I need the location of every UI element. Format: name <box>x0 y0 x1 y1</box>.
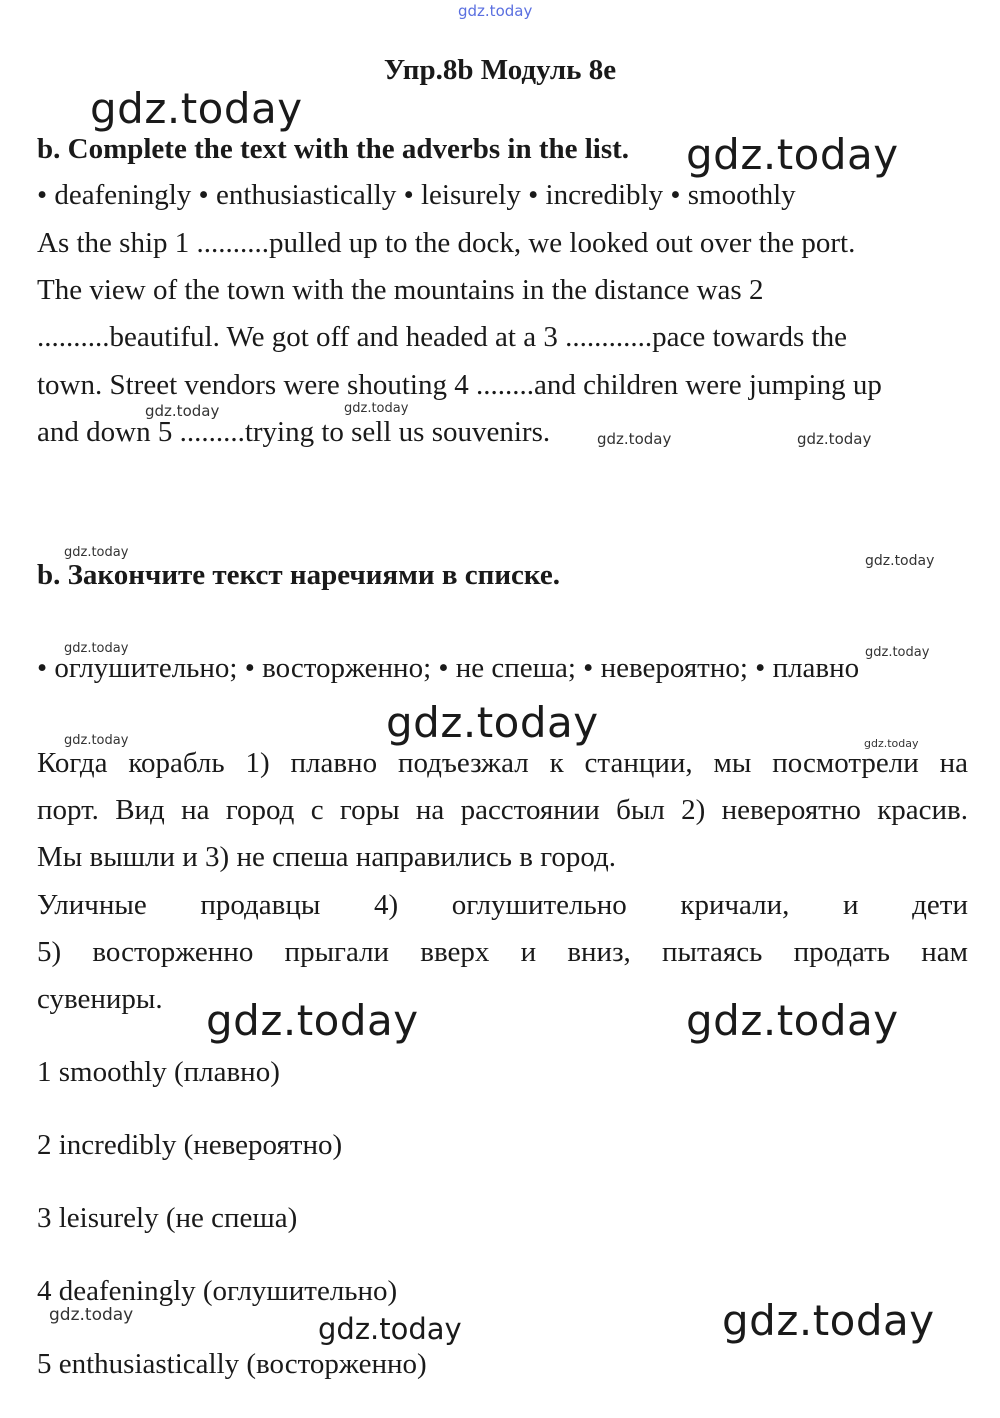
watermark: gdz.today <box>686 130 899 179</box>
watermark: gdz.today <box>64 545 129 560</box>
watermark: gdz.today <box>597 430 672 448</box>
watermark: gdz.today <box>865 645 930 660</box>
russian-text-line: 5) восторженно прыгали вверх и вниз, пытаясь продать нам <box>37 936 968 968</box>
page-title: Упр.8b Модуль 8e <box>383 54 617 86</box>
english-text-line: The view of the town with the mountains in the distance was 2 <box>37 274 764 306</box>
watermark: gdz.today <box>722 1296 935 1345</box>
watermark: gdz.today <box>344 401 409 416</box>
watermark: gdz.today <box>90 84 303 133</box>
answer-item: 1 smoothly (плавно) <box>37 1056 280 1088</box>
watermark: gdz.today <box>864 737 919 750</box>
russian-text-line: порт. Вид на город с горы на расстоянии был 2) невероятно красив. <box>37 794 968 826</box>
answer-item: 4 deafeningly (оглушительно) <box>37 1275 398 1307</box>
watermark: gdz.today <box>49 1305 134 1325</box>
watermark: gdz.today <box>686 996 899 1045</box>
watermark: gdz.today <box>64 641 129 656</box>
watermark: gdz.today <box>865 553 935 569</box>
russian-text-line: Мы вышли и 3) не спеша направились в город. <box>37 841 617 873</box>
watermark: gdz.today <box>318 1312 462 1346</box>
answer-item: 5 enthusiastically (восторженно) <box>37 1348 427 1380</box>
russian-text-line: Уличные продавцы 4) оглушительно кричали, и дети <box>37 889 968 921</box>
russian-word-list: • оглушительно; • восторженно; • не спеша; • невероятно; • плавно <box>37 652 860 684</box>
answer-item: 2 incredibly (невероятно) <box>37 1129 343 1161</box>
english-word-list: • deafeningly • enthusiastically • leisurely • incredibly • smoothly <box>37 179 796 211</box>
watermark: gdz.today <box>797 430 872 448</box>
english-text-line: ..........beautiful. We got off and headed at a 3 ............pace towards the <box>37 321 847 353</box>
russian-text-line: сувениры. <box>37 983 163 1015</box>
answer-item: 3 leisurely (не спеша) <box>37 1202 298 1234</box>
english-text-line: town. Street vendors were shouting 4 ........and children were jumping up <box>37 369 882 401</box>
english-heading: b. Complete the text with the adverbs in the list. <box>37 133 630 165</box>
russian-text-line: Когда корабль 1) плавно подъезжал к станции, мы посмотрели на <box>37 747 968 779</box>
watermark: gdz.today <box>64 733 129 748</box>
english-text-line: and down 5 .........trying to sell us souvenirs. <box>37 416 551 448</box>
watermark: gdz.today <box>145 402 220 420</box>
watermark: gdz.today <box>206 996 419 1045</box>
russian-heading: b. Закончите текст наречиями в списке. <box>37 559 561 591</box>
english-text-line: As the ship 1 ..........pulled up to the dock, we looked out over the port. <box>37 227 856 259</box>
watermark-top: gdz.today <box>458 2 533 20</box>
watermark: gdz.today <box>386 698 599 747</box>
